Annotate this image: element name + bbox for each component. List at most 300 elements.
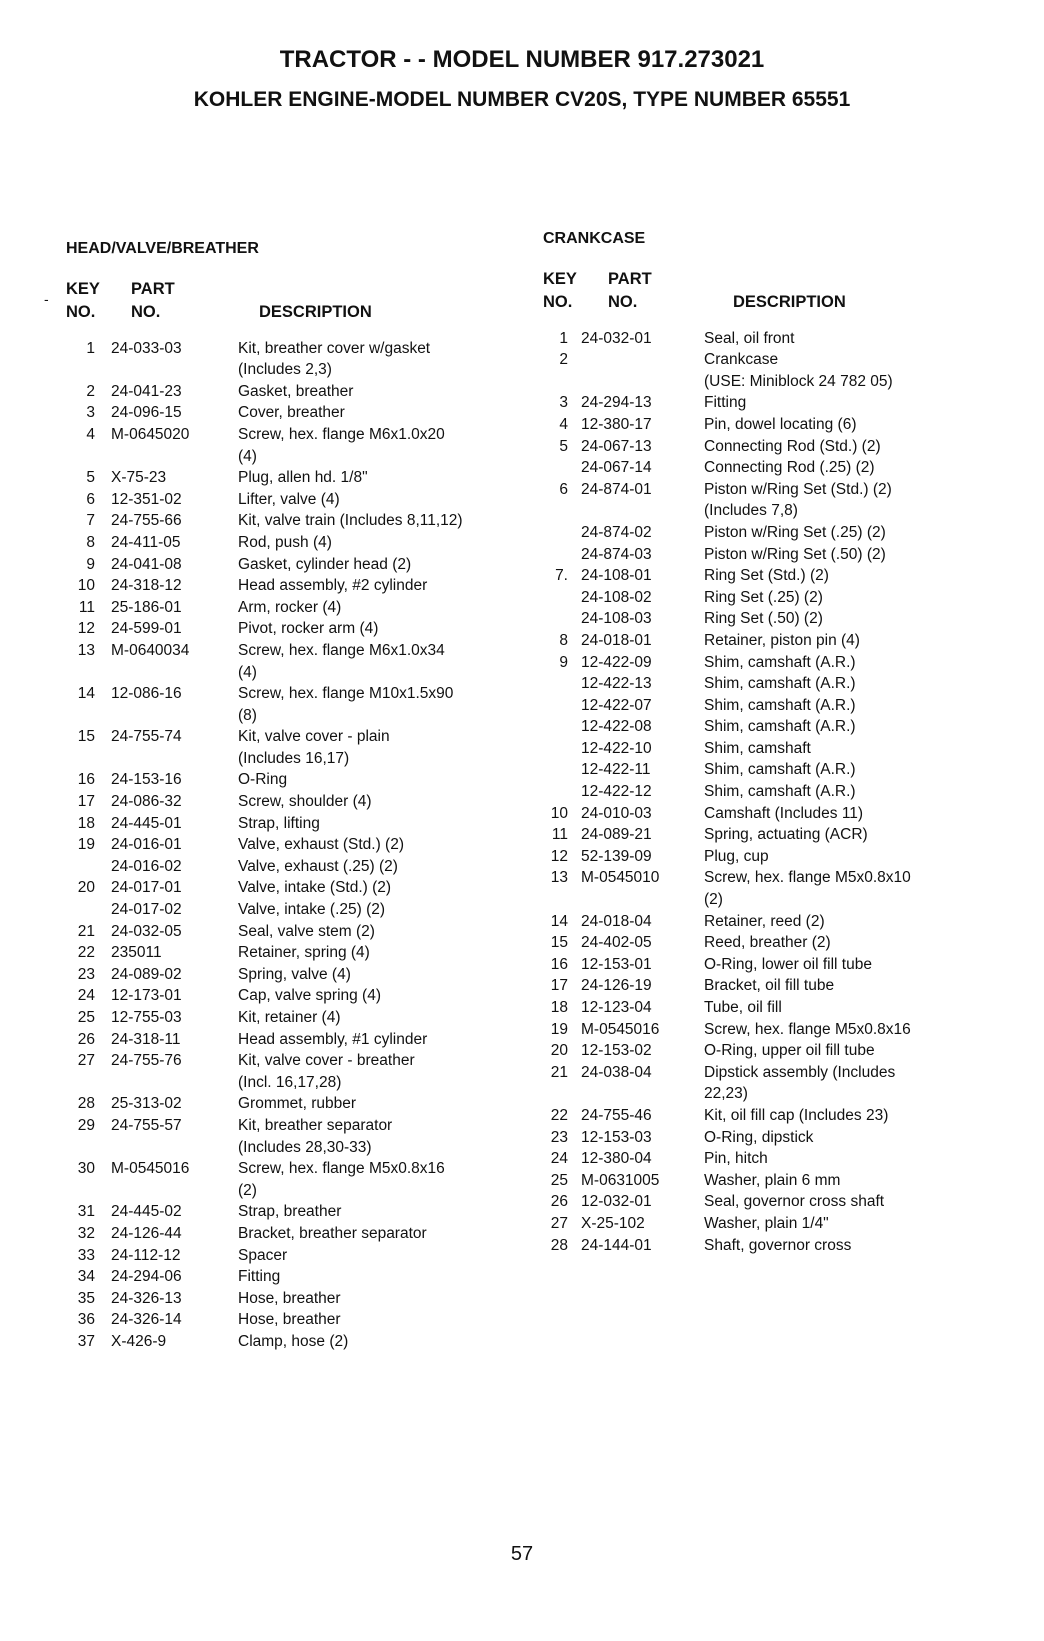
part-number: 24-874-02 (581, 523, 652, 541)
part-number: M-0645020 (111, 425, 190, 443)
part-number: 12-351-02 (111, 490, 182, 508)
part-number: 24-318-11 (111, 1030, 181, 1048)
part-number: 24-041-23 (111, 382, 182, 400)
part-number: 12-422-07 (581, 696, 652, 714)
part-number: 24-086-32 (111, 793, 182, 811)
parts-row (543, 1062, 1003, 1105)
part-description: Strap, breather (238, 1203, 342, 1221)
key-number: 34 (77, 1268, 95, 1286)
parts-row (543, 457, 1003, 479)
part-description: Pivot, rocker arm (4) (238, 620, 379, 638)
key-number: 21 (550, 1063, 568, 1081)
part-description: Rod, push (4) (238, 533, 332, 551)
part-description: Seal, oil front (704, 329, 795, 347)
key-number: 19 (77, 836, 95, 854)
key-number: 19 (550, 1020, 568, 1038)
part-description: Kit, valve cover - breather (Incl. 16,17,28) (238, 1052, 415, 1091)
part-number: 24-018-04 (581, 912, 652, 930)
parts-row (66, 1158, 526, 1201)
part-description: Shim, camshaft (A.R.) (704, 761, 856, 779)
part-description: Kit, breather cover w/gasket (Includes 2,3) (238, 339, 431, 379)
part-number: X-426-9 (111, 1332, 167, 1350)
parts-row (66, 726, 526, 769)
part-number: 12-086-16 (111, 685, 182, 703)
part-number: 12-422-08 (581, 718, 652, 736)
key-number: 28 (550, 1236, 568, 1254)
part-number: 24-041-08 (111, 555, 182, 573)
part-number: 52-139-09 (581, 847, 652, 865)
part-number: 12-422-09 (581, 653, 652, 671)
parts-row (543, 911, 1003, 933)
part-number: 12-380-17 (581, 415, 652, 433)
part-description: Cover, breather (238, 404, 345, 422)
part-description: Gasket, breather (238, 382, 354, 400)
key-number: 26 (550, 1193, 568, 1211)
parts-row (66, 1029, 526, 1051)
parts-row (543, 1213, 1003, 1235)
part-number: 24-032-05 (111, 922, 182, 940)
parts-row (66, 834, 526, 856)
part-number: 24-755-57 (111, 1116, 182, 1134)
part-number: 24-153-16 (111, 771, 182, 789)
part-description: Pin, hitch (704, 1150, 768, 1168)
part-number: M-0545010 (581, 869, 660, 887)
part-number: 24-874-01 (581, 480, 652, 498)
parts-row (66, 985, 526, 1007)
key-number: 6 (86, 490, 95, 508)
key-number: 14 (77, 685, 95, 703)
parts-row (66, 1115, 526, 1158)
key-number: 29 (77, 1116, 95, 1134)
part-description: Strap, lifting (238, 814, 320, 832)
part-description: Screw, hex. flange M6x1.0x20 (4) (238, 425, 445, 465)
part-description: Retainer, spring (4) (238, 944, 370, 962)
key-number: 14 (550, 912, 568, 930)
key-number: 17 (77, 793, 95, 811)
parts-row (66, 1201, 526, 1223)
part-description: Spacer (238, 1246, 288, 1264)
parts-row (66, 467, 526, 489)
parts-row (543, 1019, 1003, 1041)
part-description: Shim, camshaft (704, 739, 811, 757)
page-subtitle: KOHLER ENGINE-MODEL NUMBER CV20S, TYPE NUMBER 65551 (193, 88, 851, 111)
part-number: 12-153-02 (581, 1042, 652, 1060)
part-description: Piston w/Ring Set (.50) (2) (704, 545, 886, 563)
part-number: 24-294-06 (111, 1268, 182, 1286)
part-description: Hose, breather (238, 1311, 341, 1329)
part-description: Washer, plain 6 mm (704, 1171, 841, 1189)
parts-row (66, 856, 526, 878)
part-number: 24-016-02 (111, 857, 182, 875)
parts-row (66, 510, 526, 532)
part-description: Kit, retainer (4) (238, 1009, 341, 1026)
part-number: 24-755-74 (111, 728, 182, 746)
part-description: Pin, dowel locating (6) (704, 415, 857, 433)
part-description: Seal, valve stem (2) (238, 922, 375, 940)
col-header-key-no: KEY NO. (543, 269, 577, 311)
key-number: 15 (77, 728, 95, 746)
parts-row (543, 544, 1003, 566)
part-description: Shim, camshaft (A.R.) (704, 675, 856, 693)
part-description: Valve, intake (.25) (2) (238, 901, 386, 919)
parts-row (543, 781, 1003, 803)
key-number: 22 (77, 944, 95, 962)
part-description: Shim, camshaft (A.R.) (704, 783, 856, 801)
part-number: 24-017-02 (111, 901, 182, 919)
part-description: Shim, camshaft (A.R.) (704, 718, 856, 736)
part-number: 24-599-01 (111, 620, 182, 638)
part-description: Kit, breather separator (Includes 28,30-33) (238, 1116, 393, 1156)
part-description: Shim, camshaft (A.R.) (704, 653, 856, 671)
part-number: M-0545016 (581, 1020, 660, 1038)
parts-row (543, 716, 1003, 738)
parts-row (66, 640, 526, 683)
part-description: Crankcase (USE: Miniblock 24 782 05) (704, 351, 893, 390)
key-number: 7 (86, 512, 95, 530)
key-number: 18 (77, 814, 95, 832)
parts-row (543, 630, 1003, 652)
head-valve-breather-section (66, 238, 526, 1353)
part-description: Screw, shoulder (4) (238, 793, 372, 811)
key-number: 23 (77, 965, 95, 983)
key-number: 8 (559, 631, 568, 649)
part-description: O-Ring, upper oil fill tube (704, 1042, 875, 1060)
part-number: 24-033-03 (111, 339, 182, 357)
parts-row (66, 1245, 526, 1267)
key-number: 20 (77, 879, 95, 897)
part-description: Retainer, piston pin (4) (704, 631, 860, 649)
part-description: Head assembly, #2 cylinder (238, 577, 428, 595)
parts-row (66, 1050, 526, 1093)
col-header-part-no: PART NO. (608, 269, 652, 311)
parts-row (543, 1105, 1003, 1127)
part-number: 24-089-21 (581, 826, 652, 844)
part-description: Ring Set (.25) (2) (704, 588, 823, 606)
parts-row (66, 877, 526, 899)
parts-row (543, 328, 1003, 350)
parts-row (543, 846, 1003, 868)
key-number: 1 (86, 339, 95, 357)
part-description: Head assembly, #1 cylinder (238, 1030, 428, 1048)
parts-row (66, 791, 526, 813)
part-description: O-Ring (238, 771, 288, 789)
part-number: 24-096-15 (111, 404, 182, 422)
part-number: 24-318-12 (111, 577, 182, 595)
key-number: 4 (86, 425, 95, 443)
part-description: Plug, allen hd. 1/8" (238, 469, 368, 487)
part-description: Valve, exhaust (.25) (2) (238, 857, 398, 875)
part-description: Ring Set (Std.) (2) (704, 567, 829, 585)
key-number: 37 (77, 1332, 95, 1350)
key-number: 4 (559, 415, 568, 433)
key-number: 30 (77, 1160, 95, 1178)
parts-list-crankcase (543, 328, 1003, 1257)
part-number: 24-108-03 (581, 610, 652, 628)
part-description: Spring, valve (4) (238, 965, 351, 983)
key-number: 5 (559, 437, 568, 455)
parts-row (543, 1127, 1003, 1149)
part-number: 12-422-11 (581, 761, 651, 779)
parts-row (66, 338, 526, 381)
key-number: 11 (551, 826, 568, 844)
part-number: 24-755-46 (581, 1106, 652, 1124)
part-description: Seal, governor cross shaft (704, 1193, 885, 1211)
part-description: Grommet, rubber (238, 1095, 357, 1113)
key-number: 10 (77, 577, 95, 595)
parts-row (543, 1191, 1003, 1213)
part-description: Washer, plain 1/4" (704, 1214, 829, 1232)
parts-row (543, 565, 1003, 587)
parts-row (66, 532, 526, 554)
part-number: 24-017-01 (111, 879, 182, 897)
part-number: 24-126-19 (581, 977, 652, 995)
col-header-description: DESCRIPTION (259, 302, 372, 321)
key-number: 7. (555, 567, 568, 585)
part-description: Reed, breather (2) (704, 934, 831, 952)
key-number: 35 (77, 1289, 95, 1307)
part-number: 24-144-01 (581, 1236, 652, 1254)
part-number: 24-067-13 (581, 437, 652, 455)
part-description: Screw, hex. flange M10x1.5x90 (8) (238, 685, 454, 724)
parts-row (66, 1223, 526, 1245)
parts-row (543, 1040, 1003, 1062)
part-number: 24-294-13 (581, 394, 652, 412)
parts-row (66, 1309, 526, 1331)
part-description: Piston w/Ring Set (Std.) (2) (Includes 7,8) (704, 480, 892, 520)
parts-row (66, 597, 526, 619)
key-number: 3 (86, 404, 95, 422)
parts-row (543, 803, 1003, 825)
parts-row (66, 1093, 526, 1115)
key-number: 3 (559, 394, 568, 412)
part-number: 24-755-76 (111, 1052, 182, 1070)
key-number: 32 (77, 1224, 95, 1242)
key-number: 33 (77, 1246, 95, 1264)
parts-row (543, 932, 1003, 954)
key-number: 31 (77, 1203, 95, 1221)
parts-row (543, 975, 1003, 997)
part-number: 12-153-03 (581, 1128, 652, 1146)
parts-row (543, 587, 1003, 609)
parts-row (543, 695, 1003, 717)
key-number: 12 (550, 847, 568, 865)
parts-row (66, 964, 526, 986)
parts-row (543, 997, 1003, 1019)
key-number: 26 (77, 1030, 95, 1048)
parts-row (543, 479, 1003, 522)
part-number: 12-422-10 (581, 739, 652, 757)
key-number: 18 (550, 999, 568, 1016)
key-number: 13 (550, 869, 568, 887)
part-description: Camshaft (Includes 11) (704, 804, 864, 822)
parts-row (543, 608, 1003, 630)
part-description: Clamp, hose (2) (238, 1332, 349, 1350)
crankcase-section (543, 228, 1003, 1256)
part-description: Kit, oil fill cap (Includes 23) (704, 1106, 889, 1124)
part-number: 25-313-02 (111, 1095, 182, 1113)
part-description: Retainer, reed (2) (704, 912, 825, 930)
part-description: Plug, cup (704, 847, 769, 865)
part-number: 24-018-01 (581, 631, 652, 649)
part-number: 12-123-04 (581, 999, 652, 1016)
part-number: 24-089-02 (111, 965, 182, 983)
part-number: 12-422-13 (581, 675, 652, 693)
part-number: 24-445-01 (111, 814, 182, 832)
parts-row (66, 489, 526, 511)
parts-row (543, 1170, 1003, 1192)
parts-row (543, 954, 1003, 976)
part-description: Lifter, valve (4) (238, 490, 340, 508)
key-number: 16 (77, 771, 95, 789)
parts-row (543, 759, 1003, 781)
part-description: Screw, hex. flange M5x0.8x16 (2) (238, 1160, 445, 1199)
part-number: 24-108-01 (581, 567, 652, 585)
part-description: Kit, valve train (Includes 8,11,12) (238, 512, 463, 530)
key-number: 24 (550, 1150, 568, 1168)
part-number: 12-173-01 (111, 987, 182, 1005)
part-number: 24-032-01 (581, 329, 652, 347)
part-number: 12-380-04 (581, 1150, 652, 1168)
part-number: M-0545016 (111, 1160, 190, 1178)
section-title-crankcase: CRANKCASE (543, 230, 646, 247)
part-number: 24-411-05 (111, 533, 181, 551)
part-number: 24-326-13 (111, 1289, 182, 1307)
parts-row (543, 1235, 1003, 1257)
part-description: Screw, hex. flange M5x0.8x16 (704, 1020, 911, 1038)
part-number: 24-874-03 (581, 545, 652, 563)
part-description: Screw, hex. flange M6x1.0x34 (4) (238, 641, 445, 681)
key-number: 20 (550, 1042, 568, 1060)
key-number: 27 (77, 1052, 95, 1070)
margin-mark: - (44, 291, 49, 307)
part-description: Tube, oil fill (704, 999, 782, 1016)
part-description: Hose, breather (238, 1289, 341, 1307)
column-headers (543, 268, 1003, 314)
key-number: 25 (550, 1171, 568, 1189)
key-number: 2 (559, 351, 568, 369)
parts-row (543, 738, 1003, 760)
key-number: 21 (77, 922, 95, 940)
parts-row (543, 824, 1003, 846)
part-number: 24-112-12 (111, 1246, 181, 1264)
parts-row (66, 769, 526, 791)
part-number: M-0640034 (111, 641, 190, 659)
column-headers (66, 278, 526, 324)
part-number: 24-010-03 (581, 804, 652, 822)
part-description: Dipstick assembly (Includes 22,23) (704, 1063, 896, 1103)
part-number: 24-016-01 (111, 836, 182, 854)
part-number: 12-153-01 (581, 955, 652, 973)
key-number: 25 (77, 1009, 95, 1026)
part-description: Valve, intake (Std.) (2) (238, 879, 392, 897)
parts-row (66, 813, 526, 835)
part-description: Valve, exhaust (Std.) (2) (238, 836, 404, 854)
key-number: 10 (550, 804, 568, 822)
part-description: Kit, valve cover - plain (Includes 16,17) (238, 728, 390, 767)
part-description: Piston w/Ring Set (.25) (2) (704, 523, 886, 541)
parts-row (66, 554, 526, 576)
parts-row (543, 436, 1003, 458)
key-number: 27 (550, 1214, 568, 1232)
part-description: Cap, valve spring (4) (238, 987, 382, 1005)
part-number: 24-126-44 (111, 1224, 182, 1242)
parts-row (543, 392, 1003, 414)
parts-row (543, 867, 1003, 910)
parts-row (66, 381, 526, 403)
parts-row (543, 673, 1003, 695)
part-description: Fitting (704, 394, 747, 412)
part-description: O-Ring, lower oil fill tube (704, 955, 872, 973)
key-number: 6 (559, 480, 568, 498)
parts-row (66, 1007, 526, 1029)
part-description: Spring, actuating (ACR) (704, 826, 868, 844)
parts-list-head-valve-breather (66, 338, 526, 1353)
parts-row (66, 618, 526, 640)
part-number: M-0631005 (581, 1171, 660, 1189)
key-number: 16 (550, 955, 568, 973)
key-number: 28 (77, 1095, 95, 1113)
key-number: 15 (550, 934, 568, 952)
parts-row (66, 575, 526, 597)
part-description: O-Ring, dipstick (704, 1128, 814, 1146)
part-number: 24-755-66 (111, 512, 182, 530)
col-header-part-no: PART NO. (131, 279, 175, 321)
part-description: Shaft, governor cross (704, 1236, 852, 1254)
key-number: 5 (86, 469, 95, 487)
part-number: 235011 (111, 944, 162, 962)
section-title-head-valve-breather: HEAD/VALVE/BREATHER (66, 240, 259, 257)
parts-row (66, 424, 526, 467)
key-number: 17 (550, 977, 568, 995)
part-number: 24-445-02 (111, 1203, 182, 1221)
key-number: 13 (77, 641, 95, 659)
key-number: 9 (559, 653, 568, 671)
part-number: 24-038-04 (581, 1063, 652, 1081)
parts-row (66, 921, 526, 943)
part-number: 24-067-14 (581, 459, 652, 477)
col-header-key-no: KEY NO. (66, 279, 100, 321)
key-number: 23 (550, 1128, 568, 1146)
part-description: Connecting Rod (.25) (2) (704, 459, 875, 477)
part-description: Ring Set (.50) (2) (704, 610, 823, 628)
part-number: 12-422-12 (581, 783, 652, 801)
part-number: 25-186-01 (111, 598, 182, 616)
parts-row (66, 899, 526, 921)
parts-row (66, 942, 526, 964)
parts-row (66, 1331, 526, 1353)
parts-row (543, 652, 1003, 674)
key-number: 22 (550, 1106, 568, 1124)
key-number: 24 (77, 987, 95, 1005)
parts-row (543, 414, 1003, 436)
page-number: 57 (510, 1543, 534, 1565)
part-description: Bracket, oil fill tube (704, 977, 835, 995)
parts-row (66, 683, 526, 726)
part-number: 24-108-02 (581, 588, 652, 606)
page-title: TRACTOR - - MODEL NUMBER 917.273021 (279, 46, 765, 73)
part-number: X-25-102 (581, 1214, 645, 1232)
parts-row (543, 349, 1003, 392)
part-description: Gasket, cylinder head (2) (238, 555, 412, 573)
key-number: 9 (86, 555, 95, 573)
key-number: 1 (559, 329, 568, 347)
key-number: 36 (77, 1311, 95, 1329)
key-number: 8 (86, 533, 95, 551)
col-header-description: DESCRIPTION (733, 292, 846, 311)
part-number: X-75-23 (111, 469, 167, 487)
part-description: Arm, rocker (4) (238, 598, 342, 616)
parts-row (66, 1288, 526, 1310)
